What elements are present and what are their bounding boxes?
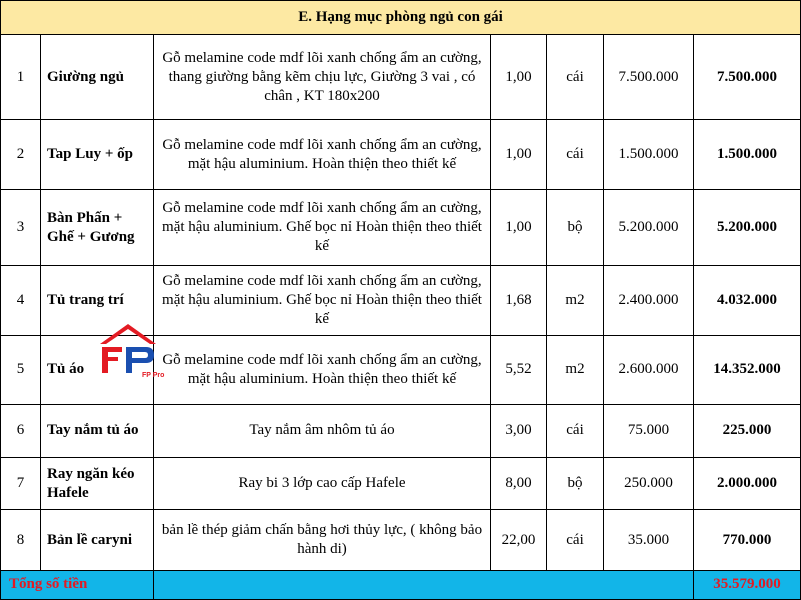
item-quantity: 5,52	[491, 336, 547, 404]
item-unit: cái	[547, 510, 604, 570]
item-description: Gỗ melamine code mdf lõi xanh chống ẩm an cường, thang giường bằng kẽm chịu lực, Giường 3 vai , có chân , KT 180x200	[154, 35, 491, 120]
item-unit: bộ	[547, 458, 604, 510]
item-quantity: 1,00	[491, 119, 547, 189]
item-name: Bản lề caryni	[41, 510, 154, 570]
item-description: Ray bi 3 lớp cao cấp Hafele	[154, 458, 491, 510]
table-row	[1, 404, 801, 457]
item-name: Tủ trang trí	[41, 265, 154, 335]
row-number: 3	[1, 190, 41, 266]
table-row	[1, 119, 801, 189]
table-row	[1, 510, 801, 570]
item-description: Gỗ melamine code mdf lõi xanh chống ẩm an cường, mặt hậu aluminium. Hoàn thiện theo thiết kế	[154, 336, 491, 404]
item-unit-price: 1.500.000	[604, 119, 694, 189]
item-total: 1.500.000	[694, 119, 801, 189]
item-unit-price: 35.000	[604, 510, 694, 570]
table-row	[1, 190, 801, 266]
item-name: Tay nắm tủ áo	[41, 404, 154, 457]
item-unit: cái	[547, 119, 604, 189]
table-row	[1, 458, 801, 510]
row-number: 6	[1, 404, 41, 457]
item-name: Tủ áo	[41, 336, 154, 404]
item-description: bản lề thép giảm chấn bằng hơi thủy lực, ( không bảo hành di)	[154, 510, 491, 570]
logo-text: FP Pro	[142, 372, 165, 379]
item-unit: cái	[547, 35, 604, 120]
item-unit-price: 5.200.000	[604, 190, 694, 266]
item-description: Gỗ melamine code mdf lõi xanh chống ẩm an cường, mặt hậu aluminium. Ghế bọc nỉ Hoàn thiện theo thiết kế	[154, 190, 491, 266]
total-value: 35.579.000	[694, 570, 801, 599]
item-total: 5.200.000	[694, 190, 801, 266]
logo-icon	[96, 320, 165, 380]
item-quantity: 1,68	[491, 265, 547, 335]
item-unit: m2	[547, 336, 604, 404]
item-total: 7.500.000	[694, 35, 801, 120]
item-total: 225.000	[694, 404, 801, 457]
item-unit-price: 2.400.000	[604, 265, 694, 335]
table-row	[1, 35, 801, 120]
section-header-row	[1, 1, 801, 35]
item-quantity: 1,00	[491, 35, 547, 120]
item-unit-price: 2.600.000	[604, 336, 694, 404]
row-number: 2	[1, 119, 41, 189]
item-unit: cái	[547, 404, 604, 457]
item-description: Gỗ melamine code mdf lõi xanh chống ẩm an cường, mặt hậu aluminium. Ghế bọc nỉ Hoàn thiện theo thiết kế	[154, 265, 491, 335]
item-unit: bộ	[547, 190, 604, 266]
item-name: Ray ngăn kéo Hafele	[41, 458, 154, 510]
item-name: Tap Luy + ốp	[41, 119, 154, 189]
row-number: 5	[1, 336, 41, 404]
item-unit-price: 7.500.000	[604, 35, 694, 120]
item-unit: m2	[547, 265, 604, 335]
row-number: 8	[1, 510, 41, 570]
total-row	[1, 570, 801, 599]
item-name: Giường ngủ	[41, 35, 154, 120]
item-quantity: 3,00	[491, 404, 547, 457]
item-unit-price: 75.000	[604, 404, 694, 457]
item-total: 14.352.000	[694, 336, 801, 404]
item-quantity: 1,00	[491, 190, 547, 266]
row-number: 7	[1, 458, 41, 510]
company-logo	[96, 320, 165, 380]
row-number: 1	[1, 35, 41, 120]
item-description: Gỗ melamine code mdf lõi xanh chống ẩm an cường, mặt hậu aluminium. Hoàn thiện theo thiết kế	[154, 119, 491, 189]
item-unit-price: 250.000	[604, 458, 694, 510]
item-total: 770.000	[694, 510, 801, 570]
item-quantity: 22,00	[491, 510, 547, 570]
total-spacer	[154, 570, 694, 599]
item-description: Tay nắm âm nhôm tủ áo	[154, 404, 491, 457]
section-title: E. Hạng mục phòng ngủ con gái	[1, 1, 801, 35]
item-total: 4.032.000	[694, 265, 801, 335]
item-total: 2.000.000	[694, 458, 801, 510]
item-name: Bàn Phấn + Ghế + Gương	[41, 190, 154, 266]
row-number: 4	[1, 265, 41, 335]
total-label: Tổng số tiền	[1, 570, 154, 599]
item-quantity: 8,00	[491, 458, 547, 510]
